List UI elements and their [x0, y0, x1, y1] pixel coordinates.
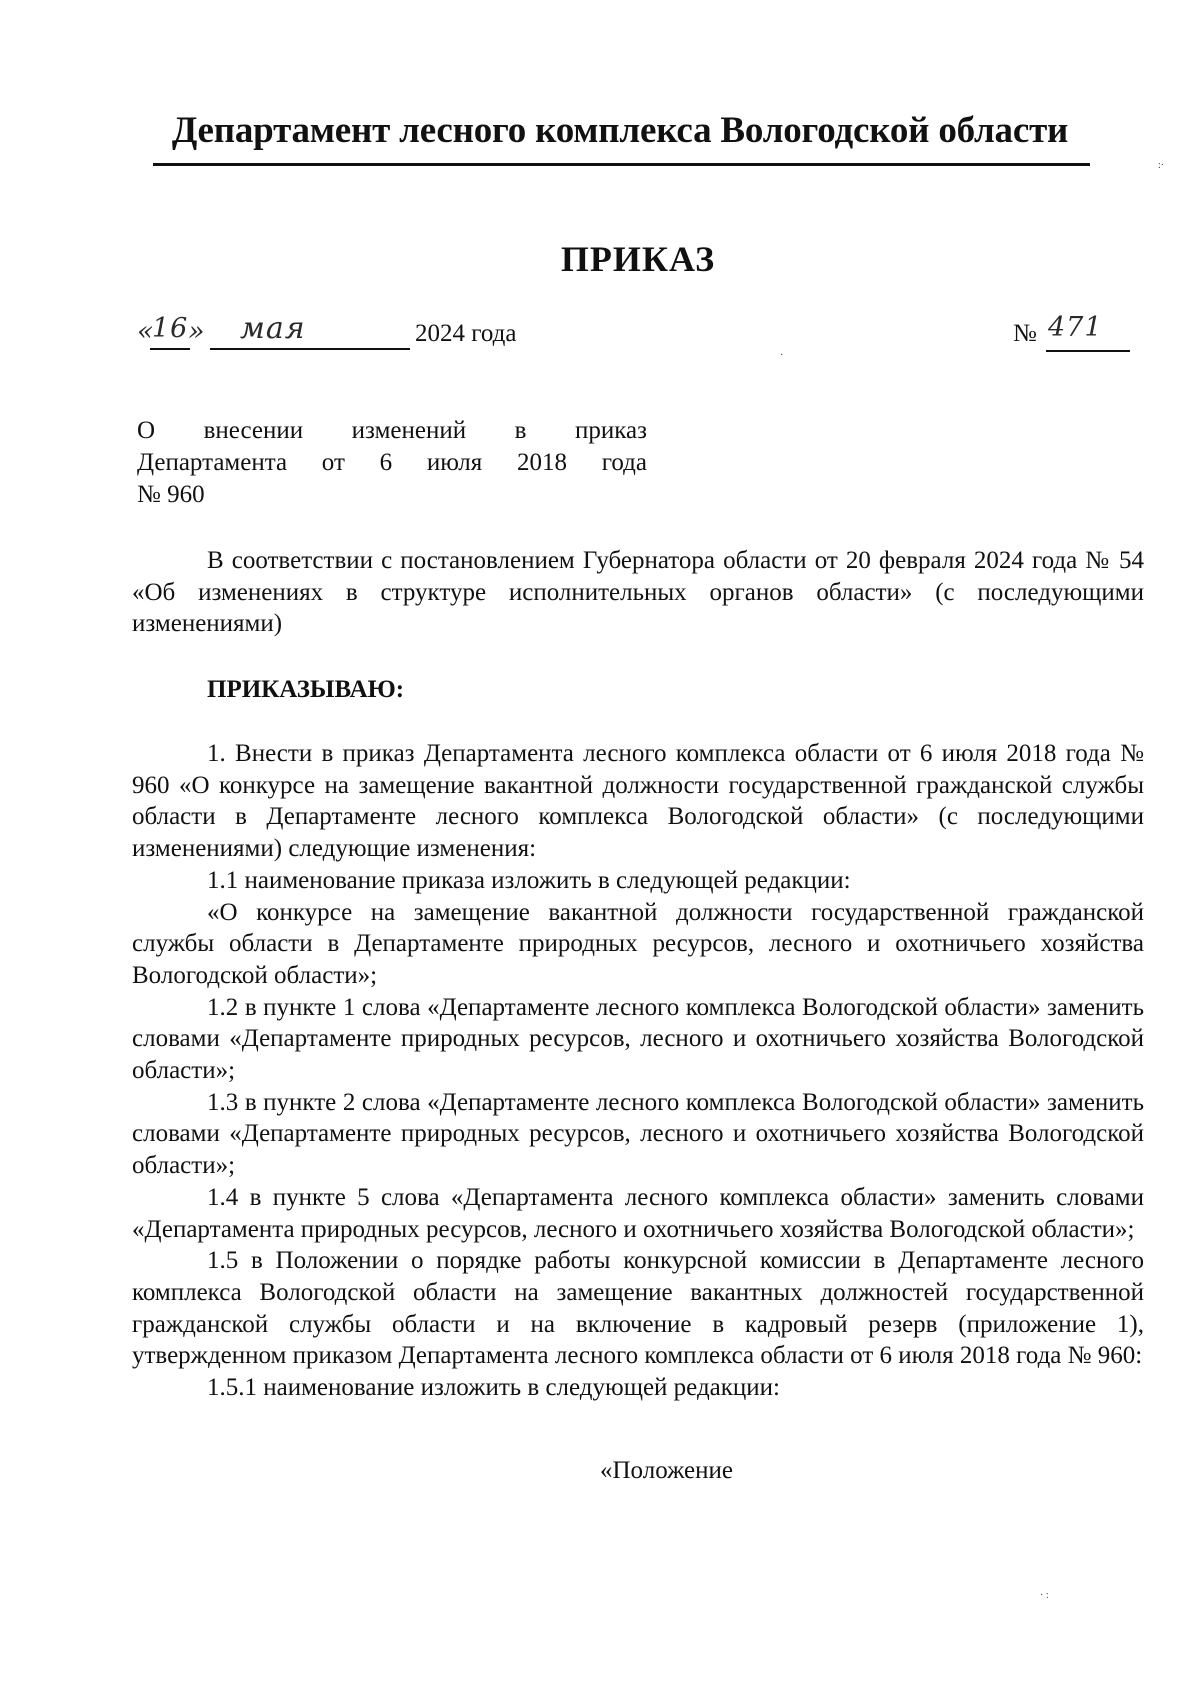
- number-underline: [1046, 350, 1130, 352]
- order-title: ПРИКАЗ: [560, 239, 716, 279]
- order-body: [132, 738, 1144, 1404]
- scan-speck: ·: [780, 350, 784, 361]
- item-1-2: 1.2 в пункте 1 слова «Департаменте лесного комплекса Вологодской области» заменить словами «Департаменте природных ресурсов, лесного и охотничьего хозяйства Вологодской области»;: [132, 993, 1144, 1085]
- item-1-1: 1.1 наименование приказа изложить в следующей редакции:: [207, 866, 851, 894]
- date-month: мая: [240, 311, 306, 346]
- number-label: №: [1013, 320, 1037, 347]
- item-1-3: 1.3 в пункте 2 слова «Департаменте лесного комплекса Вологодской области» заменить словами «Департаменте природных ресурсов, лесного и охотничьего хозяйства Вологодской области»;: [132, 1088, 1144, 1180]
- item-1-5: 1.5 в Положении о порядке работы конкурсной комиссии в Департаменте лесного комплекса Вологодской области на замещение вакантных должностей государственной гражданской службы области и на включение в кадровый резерв (приложение 1), утвержденном приказом Департамента лесного комплекса области от 6 июля 2018 года № 960:: [132, 1247, 1144, 1370]
- section-heading: «Положение: [600, 1457, 733, 1484]
- subject-line-2: Департамента от 6 июля 2018 года: [137, 449, 647, 476]
- order-word: ПРИКАЗЫВАЮ:: [207, 676, 405, 703]
- date-quote-open: «: [137, 316, 155, 347]
- date-day: 16: [152, 313, 189, 344]
- date-year: 2024 года: [415, 320, 517, 347]
- subject-line-3: № 960: [137, 481, 205, 508]
- preamble-block: [132, 545, 1144, 640]
- preamble-text: В соответствии с постановлением Губернатора области от 20 февраля 2024 года № 54 «Об изменениях в структуре исполнительных органов области» (с последующими изменениями): [132, 547, 1144, 638]
- item-1: 1. Внести в приказ Департамента лесного комплекса области от 6 июля 2018 года № 960 «О конкурсе на замещение вакантной должности государственной гражданской службы области в Департаменте лесного комплекса Вологодской области» (с последующими изменениями) следующие изменения:: [132, 740, 1144, 863]
- scan-speck: :·: [1158, 160, 1165, 171]
- department-header: Департамент лесного комплекса Вологодской области: [171, 110, 1069, 151]
- item-1-1-quote: «О конкурсе на замещение вакантной должности государственной гражданской службы области в Департаменте природных ресурсов, лесного и охотничьего хозяйства Вологодской области»;: [132, 898, 1144, 989]
- subject-line-1: О внесении изменений в приказ: [137, 417, 647, 444]
- item-1-4: 1.4 в пункте 5 слова «Департамента лесного комплекса области» заменить словами «Департамента природных ресурсов, лесного и охотничьего хозяйства Вологодской области»;: [132, 1183, 1144, 1243]
- scan-speck: · :: [1040, 1590, 1049, 1601]
- number-value: 471: [1048, 312, 1103, 343]
- month-underline: [210, 348, 410, 350]
- header-rule: [153, 163, 1090, 166]
- date-quote-close: »: [188, 316, 206, 347]
- subject-block: [137, 415, 647, 511]
- day-underline: [150, 348, 190, 350]
- item-1-5-1: 1.5.1 наименование изложить в следующей редакции:: [207, 1374, 780, 1402]
